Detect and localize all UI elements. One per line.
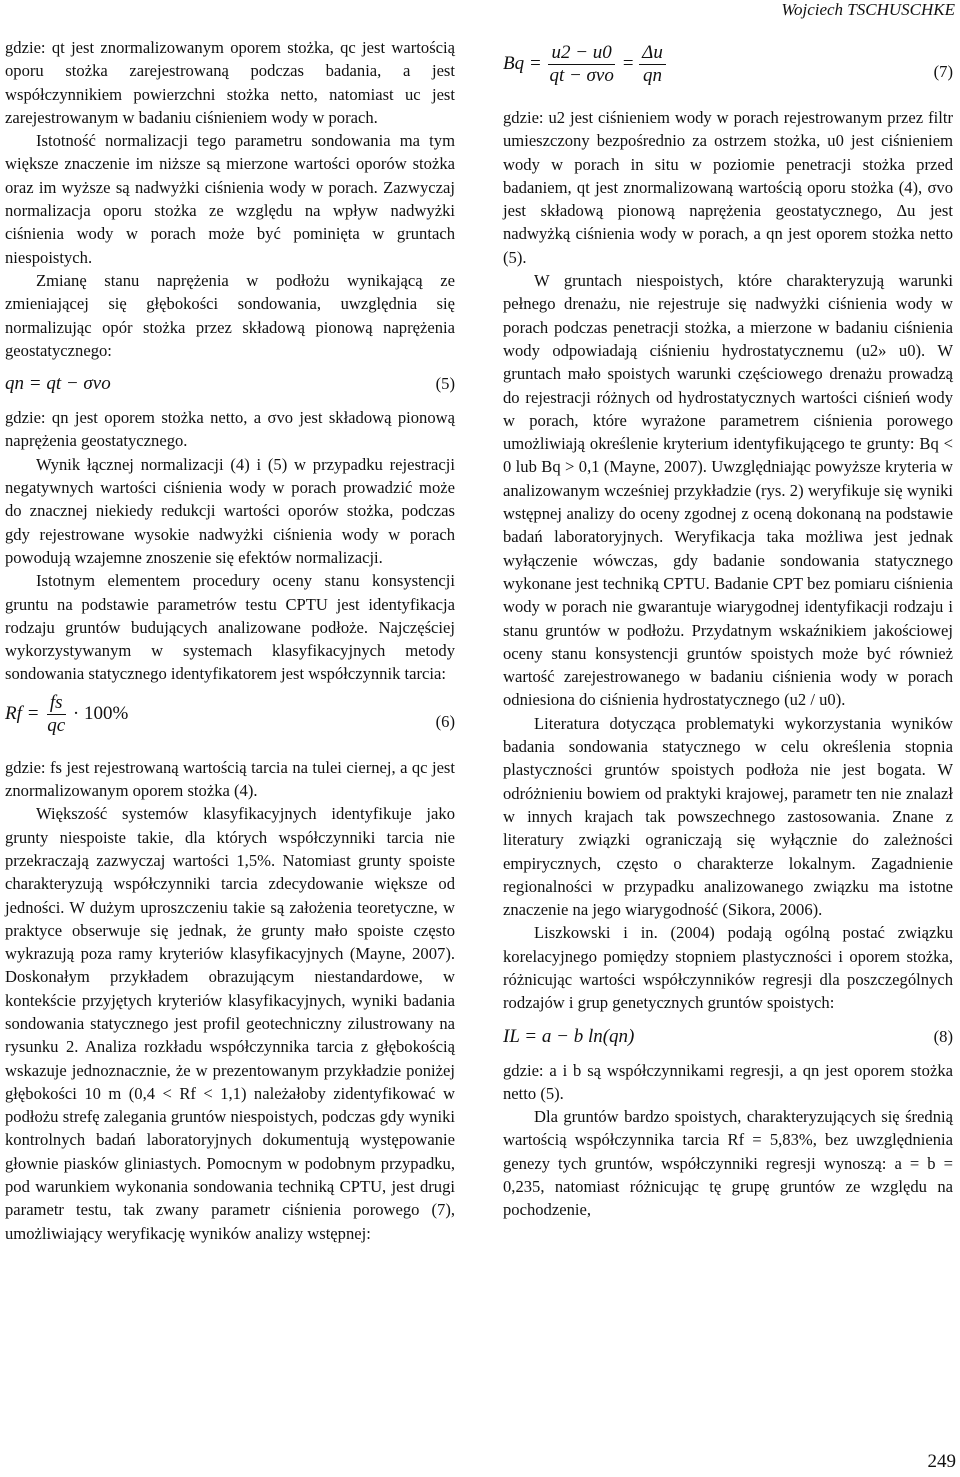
- equation-6: [5, 686, 455, 756]
- equation-6-body: [5, 692, 128, 737]
- equation-5: [5, 362, 455, 406]
- equation-6-tail: · 100%: [72, 702, 129, 724]
- running-header-author: Wojciech TSCHUSCHKE: [781, 0, 955, 19]
- equation-8-body: IL = a − b ln(qn): [503, 1025, 635, 1047]
- equation-7-denominator-2: qn: [643, 65, 662, 86]
- paragraph: Wynik łącznej normalizacji (4) i (5) w przypadku rejestracji negatywnych wartości ciśnienia wody w porach prowadzić może do znacznej niekiedy redukcji wartości oporów stożka, podczas gdy rejestrowane wysokie nadwyżki ciśnienia wody w porach powodują wzajemne znoszenie się efektów normalizacji.: [5, 454, 455, 567]
- equation-7-lhs: Bq =: [503, 52, 542, 74]
- equation-8: [503, 1015, 953, 1059]
- equation-7-number: (7): [933, 62, 953, 81]
- right-column: [503, 36, 953, 1222]
- paragraph: Liszkowski i in. (2004) podają ogólną postać związku korelacyjnego pomiędzy stopniem plastyczności i oporem stożka, różnicując wartości współczynników regresji dla poszczególnych rodzajów i grup genetycznych gruntów spoistych:: [503, 923, 953, 1013]
- paragraph: gdzie: u2 jest ciśnieniem wody w porach rejestrowanym przez filtr umieszczony bezpośrednio za ostrzem stożka, u0 jest ciśnieniem wody w porach in situ w poziomie penetracji stożka przed badaniem, qt jest znormalizowaną wartością oporu stożka (4), σvo jest składową pionową naprężenia geostatycznego, Δu jest nadwyżką ciśnienia wody w porach, a qn jest oporem stożka netto (5).: [503, 108, 953, 267]
- paragraph: Literatura dotycząca problematyki wykorzystania wyników badania sondowania statycznego w celu określenia stopnia plastyczności gruntów spoistych podłoża nie jest bogata. W odróżnieniu bowiem od praktyki krajowej, parametr ten nie znalazł w innych krajach tak powszechnego zastosowania. Znane z literatury związki ograniczają się wyłącznie do zależności empirycznych, często o charakterze lokalnym. Zagadnienie regionalności w przypadku analizowanego związku ma istotne znaczenie na jego wiarygodność (Sikora, 2006).: [503, 713, 953, 920]
- paragraph: gdzie: qt jest znormalizowanym oporem stożka, qc jest wartością oporu stożka zarejestrowaną podczas badania, a jest współczynnikiem powierzchni stożka netto, natomiast uc jest zarejestrowanym w badaniu ciśnieniem wody w porach.: [5, 38, 455, 127]
- equation-6-number: (6): [435, 711, 455, 731]
- equation-7-fraction-2: [639, 42, 666, 87]
- equation-6-denominator: qc: [47, 714, 66, 736]
- page-number: 249: [927, 1451, 956, 1472]
- equation-6-fraction: [44, 692, 68, 737]
- equation-5-body: qn = qt − σvo: [5, 373, 111, 395]
- equation-6-numerator: fs: [47, 692, 66, 715]
- paragraph: W gruntach niespoistych, które charakteryzują warunki pełnego drenażu, nie rejestruje się nadwyżki ciśnienia wody w porach podczas penetracji stożka, a mierzone w badaniu ciśnienia wody odpowiadają ciśnieniu hydrostatycznemu (u2» u0). W gruntach mało spoistych warunki częściowego drenażu prowadzą do rejestracji różnych od hydrostatycznych wartości ciśnień wody w porach, które wyrażone parametrem ciśnienia porowego umożliwiają określenie kryterium identyfikującego te grunty: Bq < 0 lub Bq > 0,1 (Mayne, 2007). Uwzględniając powyższe kryteria w analizowanym wcześniej przykładzie (rys. 2) weryfikuje się wyniki wstępnej analizy do oceny zgodnej z oceną dokonaną na podstawie badań laboratoryjnych. Weryfikacja taka możliwa jest jednak wyłączenie wówczas, gdy badanie sondowania statycznego wykonane jest techniką CPTU. Badanie CPT bez pomiaru ciśnienia wody w porach nie gwarantuje wiarygodnej identyfikacji rodzaju i stanu gruntów w podłożu. Przydatnym wskaźnikiem jakościowej oceny stanu konsystencji gruntów spoistych może być również wartość zarejestrowanego w badaniu ciśnienia wody w porach odniesiona do ciśnienia hydrostatycznego (u2 / u0).: [503, 271, 953, 710]
- equation-7-numerator-2: Δu: [639, 42, 666, 65]
- equation-6-lhs: Rf =: [5, 702, 40, 724]
- equation-5-number: (5): [435, 374, 455, 394]
- equation-7-body: [503, 42, 666, 87]
- paragraph: gdzie: fs jest rejestrowaną wartością tarcia na tulei ciernej, a qc jest znormalizowanym oporem stożka (4).: [5, 757, 455, 801]
- equation-8-number: (8): [933, 1026, 953, 1046]
- equation-7-equals: =: [621, 52, 635, 74]
- equation-7-numerator-1: u2 − u0: [548, 42, 614, 65]
- left-column: [5, 36, 455, 1245]
- paragraph: Większość systemów klasyfikacyjnych identyfikuje jako grunty niespoiste takie, dla których współczynniki tarcia nie przekraczają zazwyczaj wartości 1,5%. Natomiast grunty spoiste charakteryzują współczynniki tarcia zdecydowanie większe od jedności. W dużym uproszczeniu takie są założenia teoretyczne, w praktyce obserwuje się jednak, że grunty mało spoiste często wykrazują poza ramy kryteriów klasyfikacyjnych (Mayne, 2007). Doskonałym przykładem obrazującym niestandardowe, w kontekście przyjętych kryteriów klasyfikacyjnych, wyniki badania sondowania statycznego jest profil geotechniczny zilustrowany na rysunku 2. Analiza rozkładu współczynnika tarcia z głębokością wskazuje jednoznacznie, że w prezentowanym przykładzie poniżej głębokości 10 m (0,4 < Rf < 1,1) należałoby zidentyfikować w podłożu strefę zalegania gruntów niespoistych, podczas gdy wyniki kontrolnych badań laboratoryjnych dokumentują występowanie głownie piasków gliniastych. Pomocnym w podobnym przypadku, pod warunkiem wykonania sondowania techniką CPTU, jest drugi parametr testu, tak zwany parametr ciśnienia porowego (7), umożliwiający weryfikację wyników analizy wstępnej:: [5, 804, 455, 1243]
- paragraph: Dla gruntów bardzo spoistych, charakteryzujących się średnią wartością współczynnika tarcia Rf = 5,83%, bez uwzględnienia genezy tych gruntów, współczynniki regresji wynoszą: a = b = 0,235, natomiast różnicując tę grupę gruntów ze względu na pochodzenie,: [503, 1107, 953, 1220]
- paragraph: gdzie: qn jest oporem stożka netto, a σvo jest składową pionową naprężenia geostatycznego.: [5, 408, 455, 451]
- paragraph: Zmianę stanu naprężenia w podłożu wynikającą ze zmieniającej się głębokości sondowania, uwzględnia się normalizując opór stożka przez składową pionową naprężenia geostatycznego:: [5, 270, 455, 360]
- equation-7: [503, 36, 953, 106]
- paragraph: gdzie: a i b są współczynnikami regresji, a qn jest oporem stożka netto (5).: [503, 1060, 953, 1103]
- equation-7-fraction-1: [546, 42, 616, 87]
- paragraph: Istotnym elementem procedury oceny stanu konsystencji gruntu na podstawie parametrów testu CPTU jest identyfikacja rodzaju gruntów budujących analizowane podłoże. Najczęściej wykorzystywanym w systemach klasyfikacyjnych metody sondowania statycznego identyfikatorem jest współczynnik tarcia:: [5, 571, 455, 684]
- equation-7-denominator-1: qt − σvo: [549, 65, 614, 86]
- paragraph: Istotność normalizacji tego parametru sondowania ma tym większe znaczenie im niższe są mierzone wartości oporów stożka oraz im wyższe są nadwyżki ciśnienia wody w porach. Zazwyczaj normalizacja oporu stożka ze względu na wpływ nadwyżki ciśnienia wody w porach może być pominięta w gruntach niespoistych.: [5, 131, 455, 267]
